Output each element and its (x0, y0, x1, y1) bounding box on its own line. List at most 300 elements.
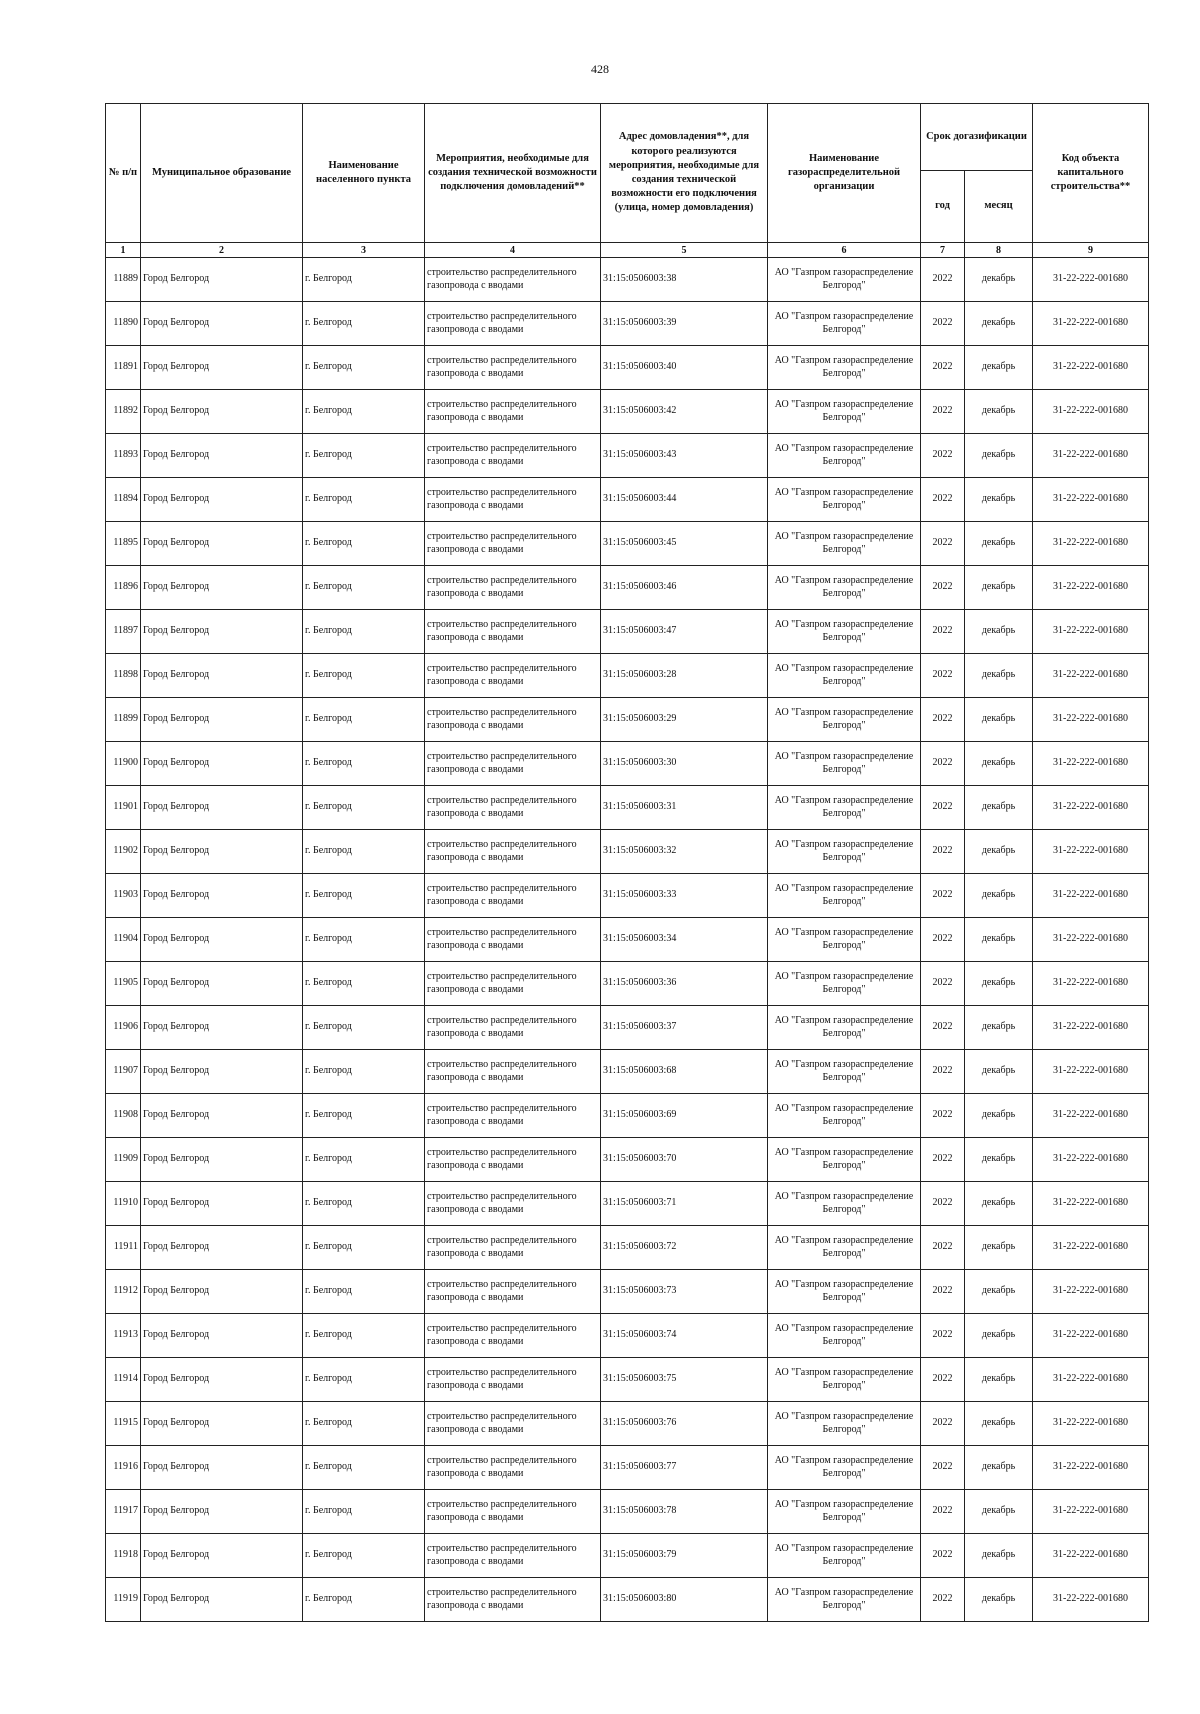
row-number: 11910 (106, 1182, 141, 1226)
measures-cell: строительство распределительного газопровода с вводами (425, 522, 601, 566)
row-number: 11889 (106, 258, 141, 302)
settlement-cell: г. Белгород (303, 258, 425, 302)
settlement-cell: г. Белгород (303, 390, 425, 434)
table-row (106, 874, 1149, 918)
municipality-cell: Город Белгород (141, 1578, 303, 1622)
row-number: 11900 (106, 742, 141, 786)
measures-cell: строительство распределительного газопровода с вводами (425, 1050, 601, 1094)
address-cell: 31:15:0506003:71 (601, 1182, 768, 1226)
year-cell: 2022 (921, 830, 965, 874)
year-cell: 2022 (921, 434, 965, 478)
month-cell: декабрь (965, 1006, 1033, 1050)
address-cell: 31:15:0506003:78 (601, 1490, 768, 1534)
settlement-cell: г. Белгород (303, 1578, 425, 1622)
table-row (106, 742, 1149, 786)
month-cell: декабрь (965, 1138, 1033, 1182)
table-row (106, 346, 1149, 390)
year-cell: 2022 (921, 918, 965, 962)
organization-cell: АО "Газпром газораспределение Белгород" (768, 434, 921, 478)
address-cell: 31:15:0506003:79 (601, 1534, 768, 1578)
month-cell: декабрь (965, 786, 1033, 830)
organization-cell: АО "Газпром газораспределение Белгород" (768, 1490, 921, 1534)
municipality-cell: Город Белгород (141, 830, 303, 874)
page-number: 428 (591, 62, 609, 76)
address-cell: 31:15:0506003:37 (601, 1006, 768, 1050)
organization-cell: АО "Газпром газораспределение Белгород" (768, 1402, 921, 1446)
month-cell: декабрь (965, 566, 1033, 610)
object-code-cell: 31-22-222-001680 (1033, 918, 1149, 962)
municipality-cell: Город Белгород (141, 1138, 303, 1182)
header-address: Адрес домовладения**, для которого реализуются мероприятия, необходимые для создания технической возможности его подключения (улица, номер домовладения) (601, 104, 768, 243)
year-cell: 2022 (921, 786, 965, 830)
year-cell: 2022 (921, 346, 965, 390)
row-number: 11894 (106, 478, 141, 522)
address-cell: 31:15:0506003:33 (601, 874, 768, 918)
year-cell: 2022 (921, 874, 965, 918)
measures-cell: строительство распределительного газопровода с вводами (425, 1446, 601, 1490)
table-row (106, 1006, 1149, 1050)
municipality-cell: Город Белгород (141, 390, 303, 434)
address-cell: 31:15:0506003:77 (601, 1446, 768, 1490)
settlement-cell: г. Белгород (303, 918, 425, 962)
address-cell: 31:15:0506003:32 (601, 830, 768, 874)
month-cell: декабрь (965, 830, 1033, 874)
settlement-cell: г. Белгород (303, 654, 425, 698)
year-cell: 2022 (921, 962, 965, 1006)
measures-cell: строительство распределительного газопровода с вводами (425, 346, 601, 390)
row-number: 11919 (106, 1578, 141, 1622)
table-row (106, 1402, 1149, 1446)
row-number: 11891 (106, 346, 141, 390)
row-number: 11898 (106, 654, 141, 698)
municipality-cell: Город Белгород (141, 302, 303, 346)
column-number: 9 (1033, 243, 1149, 258)
municipality-cell: Город Белгород (141, 346, 303, 390)
municipality-cell: Город Белгород (141, 1094, 303, 1138)
address-cell: 31:15:0506003:40 (601, 346, 768, 390)
municipality-cell: Город Белгород (141, 1182, 303, 1226)
address-cell: 31:15:0506003:47 (601, 610, 768, 654)
row-number: 11903 (106, 874, 141, 918)
object-code-cell: 31-22-222-001680 (1033, 478, 1149, 522)
month-cell: декабрь (965, 698, 1033, 742)
column-number-row (106, 243, 1149, 258)
settlement-cell: г. Белгород (303, 1050, 425, 1094)
settlement-cell: г. Белгород (303, 1534, 425, 1578)
month-cell: декабрь (965, 610, 1033, 654)
table-row (106, 1182, 1149, 1226)
settlement-cell: г. Белгород (303, 522, 425, 566)
row-number: 11918 (106, 1534, 141, 1578)
column-number: 1 (106, 243, 141, 258)
row-number: 11914 (106, 1358, 141, 1402)
municipality-cell: Город Белгород (141, 1006, 303, 1050)
table-row (106, 390, 1149, 434)
month-cell: декабрь (965, 1270, 1033, 1314)
measures-cell: строительство распределительного газопровода с вводами (425, 258, 601, 302)
municipality-cell: Город Белгород (141, 1226, 303, 1270)
year-cell: 2022 (921, 1402, 965, 1446)
table-row (106, 478, 1149, 522)
object-code-cell: 31-22-222-001680 (1033, 1446, 1149, 1490)
month-cell: декабрь (965, 742, 1033, 786)
year-cell: 2022 (921, 522, 965, 566)
address-cell: 31:15:0506003:70 (601, 1138, 768, 1182)
month-cell: декабрь (965, 1094, 1033, 1138)
measures-cell: строительство распределительного газопровода с вводами (425, 874, 601, 918)
month-cell: декабрь (965, 1578, 1033, 1622)
municipality-cell: Город Белгород (141, 1402, 303, 1446)
settlement-cell: г. Белгород (303, 786, 425, 830)
organization-cell: АО "Газпром газораспределение Белгород" (768, 1138, 921, 1182)
address-cell: 31:15:0506003:42 (601, 390, 768, 434)
address-cell: 31:15:0506003:73 (601, 1270, 768, 1314)
object-code-cell: 31-22-222-001680 (1033, 302, 1149, 346)
municipality-cell: Город Белгород (141, 874, 303, 918)
month-cell: декабрь (965, 1358, 1033, 1402)
organization-cell: АО "Газпром газораспределение Белгород" (768, 1578, 921, 1622)
address-cell: 31:15:0506003:72 (601, 1226, 768, 1270)
table-row (106, 698, 1149, 742)
object-code-cell: 31-22-222-001680 (1033, 1534, 1149, 1578)
object-code-cell: 31-22-222-001680 (1033, 962, 1149, 1006)
table-row (106, 1578, 1149, 1622)
year-cell: 2022 (921, 390, 965, 434)
municipality-cell: Город Белгород (141, 786, 303, 830)
settlement-cell: г. Белгород (303, 1446, 425, 1490)
address-cell: 31:15:0506003:29 (601, 698, 768, 742)
year-cell: 2022 (921, 1578, 965, 1622)
object-code-cell: 31-22-222-001680 (1033, 1182, 1149, 1226)
settlement-cell: г. Белгород (303, 610, 425, 654)
month-cell: декабрь (965, 874, 1033, 918)
settlement-cell: г. Белгород (303, 1094, 425, 1138)
column-number: 8 (965, 243, 1033, 258)
address-cell: 31:15:0506003:34 (601, 918, 768, 962)
year-cell: 2022 (921, 1358, 965, 1402)
object-code-cell: 31-22-222-001680 (1033, 1402, 1149, 1446)
settlement-cell: г. Белгород (303, 346, 425, 390)
row-number: 11890 (106, 302, 141, 346)
measures-cell: строительство распределительного газопровода с вводами (425, 566, 601, 610)
address-cell: 31:15:0506003:46 (601, 566, 768, 610)
municipality-cell: Город Белгород (141, 1446, 303, 1490)
month-cell: декабрь (965, 1050, 1033, 1094)
month-cell: декабрь (965, 522, 1033, 566)
measures-cell: строительство распределительного газопровода с вводами (425, 1314, 601, 1358)
municipality-cell: Город Белгород (141, 434, 303, 478)
measures-cell: строительство распределительного газопровода с вводами (425, 1138, 601, 1182)
municipality-cell: Город Белгород (141, 654, 303, 698)
column-number: 5 (601, 243, 768, 258)
month-cell: декабрь (965, 1534, 1033, 1578)
object-code-cell: 31-22-222-001680 (1033, 698, 1149, 742)
row-number: 11893 (106, 434, 141, 478)
object-code-cell: 31-22-222-001680 (1033, 346, 1149, 390)
organization-cell: АО "Газпром газораспределение Белгород" (768, 346, 921, 390)
month-cell: декабрь (965, 1314, 1033, 1358)
organization-cell: АО "Газпром газораспределение Белгород" (768, 258, 921, 302)
year-cell: 2022 (921, 1490, 965, 1534)
year-cell: 2022 (921, 742, 965, 786)
month-cell: декабрь (965, 478, 1033, 522)
table-row (106, 1270, 1149, 1314)
measures-cell: строительство распределительного газопровода с вводами (425, 1006, 601, 1050)
organization-cell: АО "Газпром газораспределение Белгород" (768, 1358, 921, 1402)
municipality-cell: Город Белгород (141, 1490, 303, 1534)
measures-cell: строительство распределительного газопровода с вводами (425, 1270, 601, 1314)
column-number: 4 (425, 243, 601, 258)
measures-cell: строительство распределительного газопровода с вводами (425, 478, 601, 522)
municipality-cell: Город Белгород (141, 566, 303, 610)
measures-cell: строительство распределительного газопровода с вводами (425, 1182, 601, 1226)
measures-cell: строительство распределительного газопровода с вводами (425, 742, 601, 786)
object-code-cell: 31-22-222-001680 (1033, 610, 1149, 654)
organization-cell: АО "Газпром газораспределение Белгород" (768, 874, 921, 918)
settlement-cell: г. Белгород (303, 874, 425, 918)
organization-cell: АО "Газпром газораспределение Белгород" (768, 1226, 921, 1270)
organization-cell: АО "Газпром газораспределение Белгород" (768, 302, 921, 346)
row-number: 11902 (106, 830, 141, 874)
month-cell: декабрь (965, 1446, 1033, 1490)
row-number: 11911 (106, 1226, 141, 1270)
organization-cell: АО "Газпром газораспределение Белгород" (768, 1446, 921, 1490)
organization-cell: АО "Газпром газораспределение Белгород" (768, 566, 921, 610)
organization-cell: АО "Газпром газораспределение Белгород" (768, 962, 921, 1006)
address-cell: 31:15:0506003:30 (601, 742, 768, 786)
measures-cell: строительство распределительного газопровода с вводами (425, 1402, 601, 1446)
address-cell: 31:15:0506003:45 (601, 522, 768, 566)
header-org: Наименование газораспределительной организации (768, 104, 921, 243)
municipality-cell: Город Белгород (141, 610, 303, 654)
settlement-cell: г. Белгород (303, 1138, 425, 1182)
address-cell: 31:15:0506003:28 (601, 654, 768, 698)
address-cell: 31:15:0506003:80 (601, 1578, 768, 1622)
object-code-cell: 31-22-222-001680 (1033, 874, 1149, 918)
month-cell: декабрь (965, 918, 1033, 962)
object-code-cell: 31-22-222-001680 (1033, 258, 1149, 302)
header-num: № п/п (106, 104, 141, 243)
settlement-cell: г. Белгород (303, 1006, 425, 1050)
settlement-cell: г. Белгород (303, 1270, 425, 1314)
municipality-cell: Город Белгород (141, 1314, 303, 1358)
table-row (106, 1050, 1149, 1094)
header-municipality: Муниципальное образование (141, 104, 303, 243)
row-number: 11896 (106, 566, 141, 610)
organization-cell: АО "Газпром газораспределение Белгород" (768, 742, 921, 786)
settlement-cell: г. Белгород (303, 302, 425, 346)
header-year: год (921, 171, 965, 243)
row-number: 11916 (106, 1446, 141, 1490)
header-deadline: Срок догазификации (921, 104, 1033, 171)
measures-cell: строительство распределительного газопровода с вводами (425, 434, 601, 478)
organization-cell: АО "Газпром газораспределение Белгород" (768, 918, 921, 962)
row-number: 11907 (106, 1050, 141, 1094)
settlement-cell: г. Белгород (303, 478, 425, 522)
settlement-cell: г. Белгород (303, 1490, 425, 1534)
column-number: 2 (141, 243, 303, 258)
table-row (106, 962, 1149, 1006)
object-code-cell: 31-22-222-001680 (1033, 1094, 1149, 1138)
year-cell: 2022 (921, 1226, 965, 1270)
measures-cell: строительство распределительного газопровода с вводами (425, 654, 601, 698)
column-number: 7 (921, 243, 965, 258)
settlement-cell: г. Белгород (303, 698, 425, 742)
organization-cell: АО "Газпром газораспределение Белгород" (768, 1050, 921, 1094)
table-row (106, 1094, 1149, 1138)
table-row (106, 1490, 1149, 1534)
address-cell: 31:15:0506003:75 (601, 1358, 768, 1402)
table-row (106, 258, 1149, 302)
object-code-cell: 31-22-222-001680 (1033, 1138, 1149, 1182)
table-row (106, 1446, 1149, 1490)
municipality-cell: Город Белгород (141, 698, 303, 742)
row-number: 11904 (106, 918, 141, 962)
object-code-cell: 31-22-222-001680 (1033, 1226, 1149, 1270)
month-cell: декабрь (965, 1226, 1033, 1270)
organization-cell: АО "Газпром газораспределение Белгород" (768, 1094, 921, 1138)
year-cell: 2022 (921, 654, 965, 698)
month-cell: декабрь (965, 962, 1033, 1006)
year-cell: 2022 (921, 1314, 965, 1358)
settlement-cell: г. Белгород (303, 434, 425, 478)
month-cell: декабрь (965, 1402, 1033, 1446)
year-cell: 2022 (921, 478, 965, 522)
object-code-cell: 31-22-222-001680 (1033, 1314, 1149, 1358)
organization-cell: АО "Газпром газораспределение Белгород" (768, 610, 921, 654)
address-cell: 31:15:0506003:74 (601, 1314, 768, 1358)
object-code-cell: 31-22-222-001680 (1033, 830, 1149, 874)
settlement-cell: г. Белгород (303, 1314, 425, 1358)
row-number: 11897 (106, 610, 141, 654)
object-code-cell: 31-22-222-001680 (1033, 390, 1149, 434)
measures-cell: строительство распределительного газопровода с вводами (425, 610, 601, 654)
year-cell: 2022 (921, 1270, 965, 1314)
settlement-cell: г. Белгород (303, 742, 425, 786)
table-row (106, 566, 1149, 610)
object-code-cell: 31-22-222-001680 (1033, 1358, 1149, 1402)
municipality-cell: Город Белгород (141, 1050, 303, 1094)
row-number: 11909 (106, 1138, 141, 1182)
table-row (106, 522, 1149, 566)
settlement-cell: г. Белгород (303, 1226, 425, 1270)
measures-cell: строительство распределительного газопровода с вводами (425, 390, 601, 434)
table-row (106, 302, 1149, 346)
settlement-cell: г. Белгород (303, 1182, 425, 1226)
table-row (106, 1138, 1149, 1182)
year-cell: 2022 (921, 1138, 965, 1182)
address-cell: 31:15:0506003:44 (601, 478, 768, 522)
column-number: 3 (303, 243, 425, 258)
municipality-cell: Город Белгород (141, 742, 303, 786)
municipality-cell: Город Белгород (141, 962, 303, 1006)
header-measures: Мероприятия, необходимые для создания технической возможности подключения домовладений** (425, 104, 601, 243)
measures-cell: строительство распределительного газопровода с вводами (425, 302, 601, 346)
measures-cell: строительство распределительного газопровода с вводами (425, 1358, 601, 1402)
object-code-cell: 31-22-222-001680 (1033, 742, 1149, 786)
table-row (106, 654, 1149, 698)
measures-cell: строительство распределительного газопровода с вводами (425, 918, 601, 962)
address-cell: 31:15:0506003:69 (601, 1094, 768, 1138)
row-number: 11905 (106, 962, 141, 1006)
row-number: 11912 (106, 1270, 141, 1314)
organization-cell: АО "Газпром газораспределение Белгород" (768, 390, 921, 434)
year-cell: 2022 (921, 1006, 965, 1050)
measures-cell: строительство распределительного газопровода с вводами (425, 786, 601, 830)
row-number: 11901 (106, 786, 141, 830)
year-cell: 2022 (921, 566, 965, 610)
organization-cell: АО "Газпром газораспределение Белгород" (768, 1534, 921, 1578)
organization-cell: АО "Газпром газораспределение Белгород" (768, 478, 921, 522)
year-cell: 2022 (921, 258, 965, 302)
table-body (106, 258, 1149, 1622)
table-row (106, 1226, 1149, 1270)
table-row (106, 918, 1149, 962)
address-cell: 31:15:0506003:36 (601, 962, 768, 1006)
year-cell: 2022 (921, 610, 965, 654)
table-row (106, 1534, 1149, 1578)
measures-cell: строительство распределительного газопровода с вводами (425, 830, 601, 874)
object-code-cell: 31-22-222-001680 (1033, 522, 1149, 566)
row-number: 11899 (106, 698, 141, 742)
table-header (106, 104, 1149, 258)
measures-cell: строительство распределительного газопровода с вводами (425, 1578, 601, 1622)
table-row (106, 830, 1149, 874)
year-cell: 2022 (921, 1534, 965, 1578)
month-cell: декабрь (965, 346, 1033, 390)
year-cell: 2022 (921, 1094, 965, 1138)
year-cell: 2022 (921, 698, 965, 742)
address-cell: 31:15:0506003:38 (601, 258, 768, 302)
object-code-cell: 31-22-222-001680 (1033, 1578, 1149, 1622)
organization-cell: АО "Газпром газораспределение Белгород" (768, 786, 921, 830)
organization-cell: АО "Газпром газораспределение Белгород" (768, 1314, 921, 1358)
municipality-cell: Город Белгород (141, 522, 303, 566)
month-cell: декабрь (965, 1490, 1033, 1534)
month-cell: декабрь (965, 390, 1033, 434)
settlement-cell: г. Белгород (303, 566, 425, 610)
measures-cell: строительство распределительного газопровода с вводами (425, 1226, 601, 1270)
month-cell: декабрь (965, 654, 1033, 698)
row-number: 11895 (106, 522, 141, 566)
municipality-cell: Город Белгород (141, 258, 303, 302)
object-code-cell: 31-22-222-001680 (1033, 786, 1149, 830)
year-cell: 2022 (921, 1446, 965, 1490)
row-number: 11892 (106, 390, 141, 434)
object-code-cell: 31-22-222-001680 (1033, 1050, 1149, 1094)
address-cell: 31:15:0506003:76 (601, 1402, 768, 1446)
table-row (106, 434, 1149, 478)
object-code-cell: 31-22-222-001680 (1033, 1006, 1149, 1050)
organization-cell: АО "Газпром газораспределение Белгород" (768, 1182, 921, 1226)
organization-cell: АО "Газпром газораспределение Белгород" (768, 1006, 921, 1050)
settlement-cell: г. Белгород (303, 962, 425, 1006)
header-month: месяц (965, 171, 1033, 243)
municipality-cell: Город Белгород (141, 918, 303, 962)
object-code-cell: 31-22-222-001680 (1033, 566, 1149, 610)
settlement-cell: г. Белгород (303, 830, 425, 874)
measures-cell: строительство распределительного газопровода с вводами (425, 1534, 601, 1578)
table-row (106, 1358, 1149, 1402)
month-cell: декабрь (965, 434, 1033, 478)
settlement-cell: г. Белгород (303, 1358, 425, 1402)
organization-cell: АО "Газпром газораспределение Белгород" (768, 522, 921, 566)
row-number: 11917 (106, 1490, 141, 1534)
measures-cell: строительство распределительного газопровода с вводами (425, 1490, 601, 1534)
year-cell: 2022 (921, 1050, 965, 1094)
address-cell: 31:15:0506003:39 (601, 302, 768, 346)
organization-cell: АО "Газпром газораспределение Белгород" (768, 654, 921, 698)
